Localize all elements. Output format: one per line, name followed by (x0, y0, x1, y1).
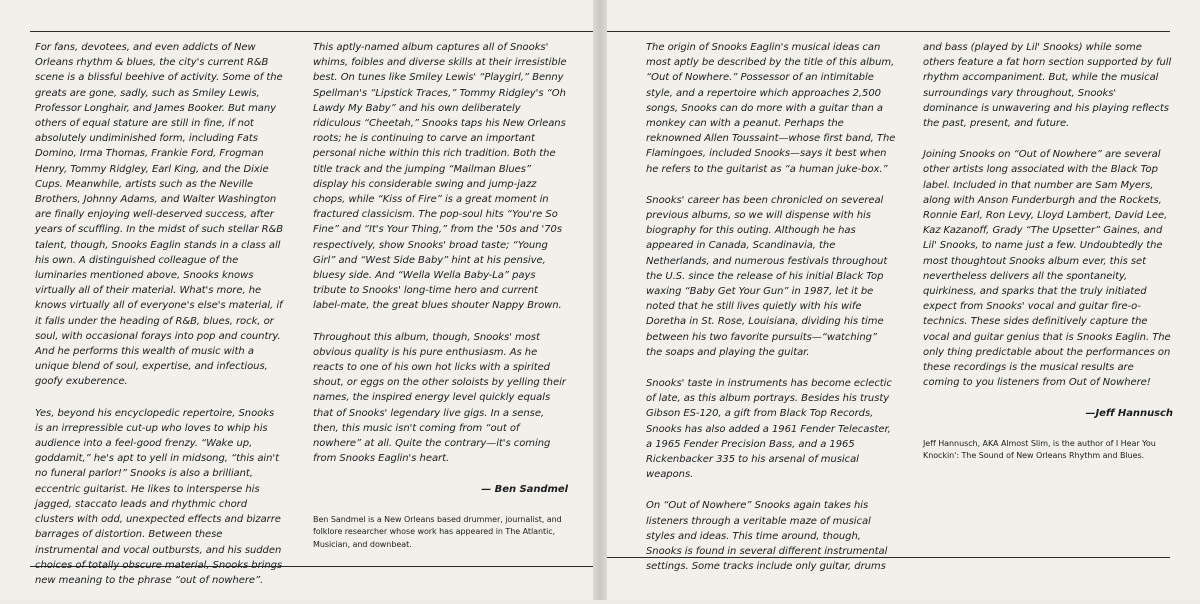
author-bio: Ben Sandmel is a New Orleans based drummer, journalist, and folklore researcher whose work has appeared in The Atlantic, Musician, and downbeat. (313, 514, 562, 549)
top-rule-right (607, 31, 1170, 32)
top-rule-left (30, 31, 593, 32)
paragraph: and bass (played by Lil' Snooks) while some others feature a fat horn section supported by full rhythm accompaniment. But, while the musical surroundings vary throughout, Snooks' dominance is unwavering and his playing reflects the past, present, and future. (923, 42, 1172, 130)
paragraph: Yes, beyond his encyclopedic repertoire, Snooks is an irrepressible cut-up who loves to whip his audience into a feel-good frenzy. “Wake up, goddamit,” he's apt to yell in midsong, “this ain't no funeral parlor!” Snooks is also a brilliant, eccentric guitarist. He likes to intersperse his jagged, staccato leads and rhythmic chord clusters with odd, unexpected effects and bizarre barrages of distortion. Between these instrumental and vocal outbursts, and his sudden choices of totally obscure material, Snooks brings new meaning to the phrase “out of nowhere”. (35, 407, 283, 586)
paragraph: Joining Snooks on “Out of Nowhere” are several other artists long associated with the Black Top label. Included in that number are Sam Myers, along with Anson Funderburgh and the Rockets, Ronnie Earl, Ron Levy, Lloyd Lambert, David Lee, Kaz Kazanoff, Grady “The Upsetter” Gaines, and Lil' Snooks, to name just a few. Undoubtedly the most thoughtout Snooks album ever, this set nevertheless delivers all the spontaneity, quirkiness, and sparks that the truly initiated expect from Snooks' vocal and guitar fire-o-technics. These sides definitively capture the vocal and guitar genius that is Snooks Eaglin. The only thing predictable about the performances on these recordings is the musical results are coming to you listeners from Out of Nowhere! (923, 149, 1171, 389)
paragraph: For fans, devotees, and even addicts of New Orleans rhythm & blues, the city's current R&B scene is a blissful beehive of activity. Some of the greats are gone, sadly, such as Smiley Lewis, Professor Longhair, and James Booker. But many others of equal stature are still in fine, if not absolutely undiminished form, including Fats Domino, Irma Thomas, Frankie Ford, Frogman Henry, Tommy Ridgley, Earl King, and the Dixie Cups. Meanwhile, artists such as the Neville Brothers, Johnny Adams, and Walter Washington are finally enjoying well-deserved success, after years of scuffling. In the midst of such stellar R&B talent, though, Snooks Eaglin stands in a class all his own. A distinguished colleague of the luminaries mentioned above, Snooks knows virtually all of their material. What's more, he knows virtually all of everyone's else's material, if it falls under the heading of R&B, blues, rock, or soul, with occasional forays into pop and country. And he performs this wealth of music with a unique blend of soul, expertise, and infectious, goofy exuberence. (35, 42, 284, 388)
paragraph: The origin of Snooks Eaglin's musical ideas can most aptly be described by the title of this album, “Out of Nowhere.” Possessor of an intimitable style, and a repertoire which approaches 2,500 songs, Snooks can do more with a guitar than a monkey can with a peanut. Perhaps the reknowned Allen Toussaint—whose first band, The Flamingoes, included Snooks—says it best when he refers to the guitarist as “a human juke-box.” (646, 42, 896, 175)
liner-notes-column-4 (923, 40, 1173, 478)
author-signature: — Ben Sandmel (481, 484, 568, 496)
center-fold (593, 0, 607, 600)
liner-notes-column-1 (35, 40, 285, 604)
liner-notes-column-2 (313, 40, 568, 567)
paragraph: Snooks' career has been chronicled on severeal previous albums, so we will dispense with his biography for this outing. Although he has appeared in Canada, Scandinavia, the Netherlands, and numerous festivals throughout the U.S. since the release of his initial Black Top waxing “Baby Get Your Gun” in 1987, let it be noted that he still lives quietly with his wife Doretha in St. Rose, Louisiana, dividing his time between his two favorite pursuits—“watching” the soaps and playing the guitar. (646, 194, 888, 358)
author-signature: —Jeff Hannusch (1085, 408, 1173, 420)
author-bio: Jeff Hannusch, AKA Almost Slim, is the author of I Hear You Knockin': The Sound of New Orleans Rhythm and Blues. (923, 438, 1156, 461)
paragraph: On “Out of Nowhere” Snooks again takes his listeners through a veritable maze of musical styles and ideas. This time around, though, Snooks is found in several different instrumental settings. Some tracks include only guitar, drums (646, 500, 888, 573)
paragraph: Throughout this album, though, Snooks' most obvious quality is his pure enthusiasm. As he reacts to one of his own hot licks with a spirited shout, or eggs on the other soloists by yelling their names, the inspired energy level quickly equals that of Snooks' legendary live gigs. In a sense, then, this music isn't coming from “out of nowhere” at all. Quite the contrary—it's coming from Snooks Eaglin's heart. (313, 331, 566, 465)
liner-notes-column-3 (646, 40, 896, 591)
paragraph: This aptly-named album captures all of Snooks' whims, foibles and diverse skills at their irresistible best. On tunes like Smiley Lewis' “Playgirl,” Benny Spellman's “Lipstick Traces,” Tommy Ridgley's “Oh Lawdy My Baby” and his own deliberately ridiculous “Cheetah,” Snooks taps his New Orleans roots; he is continuing to carve an important personal niche within this rich tradition. Both the title track and the jumping “Mailman Blues” display his considerable swing and jump-jazz chops, while “Kiss of Fire” is a great moment in fractured classicism. The pop-soul hits “You're So Fine” and “It's Your Thing,” from the '50s and '70s respectively, show Snooks' broad taste; “Young Girl” and “West Side Baby” hint at his pensive, bluesy side. And “Wella Wella Baby-La” pays tribute to Snooks' long-time hero and current label-mate, the great blues shouter Nappy Brown. (313, 42, 567, 312)
paragraph: Snooks' taste in instruments has become eclectic of late, as this album portrays. Besides his trusty Gibson ES-120, a gift from Black Top Records, Snooks has also added a 1961 Fender Telecaster, a 1965 Fender Precision Bass, and a 1965 Rickenbacker 335 to his arsenal of musical weapons. (646, 378, 892, 481)
